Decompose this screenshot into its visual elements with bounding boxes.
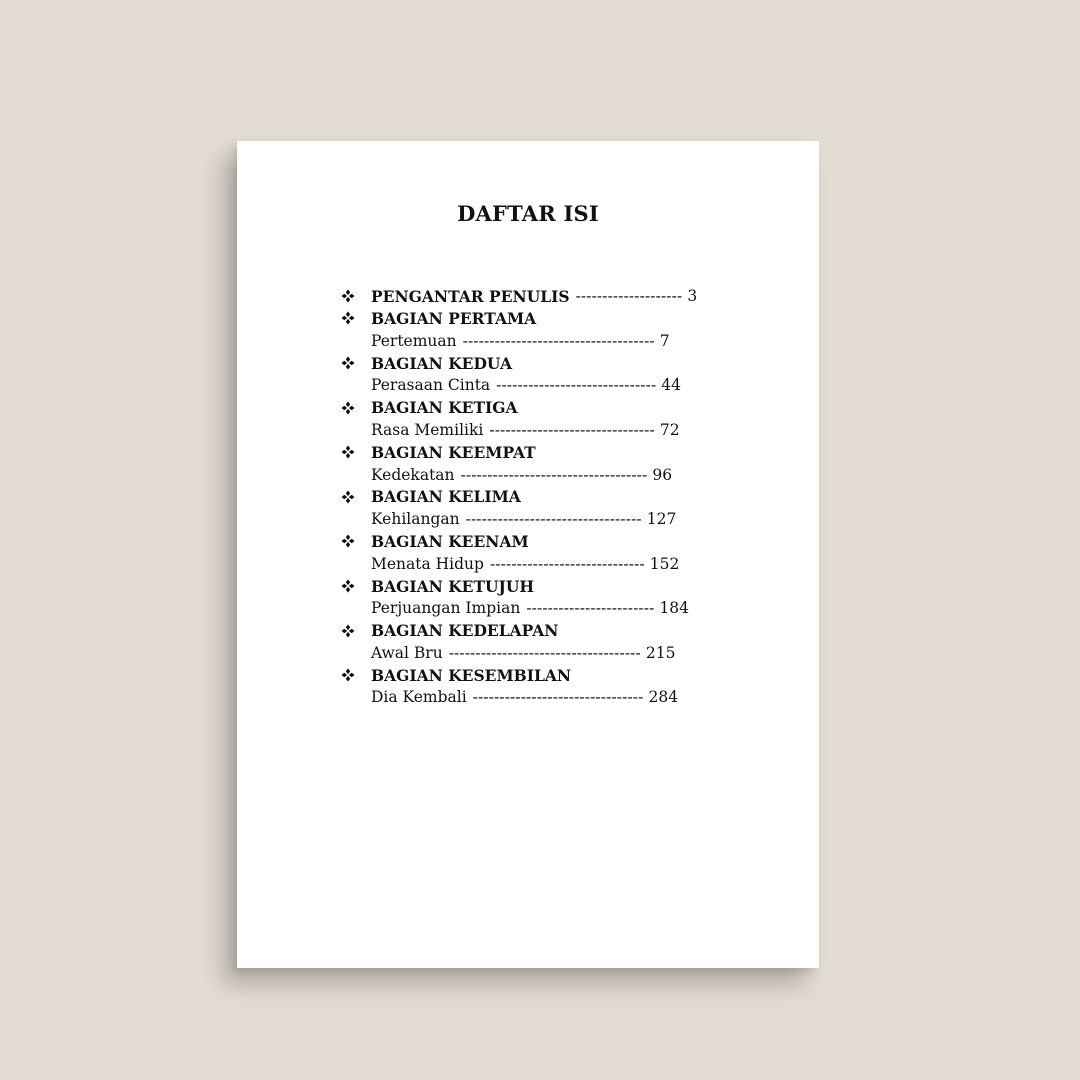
toc-page-number: 3 — [687, 287, 698, 306]
toc-page-number: 284 — [648, 688, 679, 707]
toc-leader: -------------------------------- — [472, 688, 644, 707]
four-diamond-bullet-icon — [339, 624, 371, 638]
toc-page-number: 7 — [659, 331, 670, 350]
toc-subtitle-row — [339, 463, 779, 485]
toc-subtitle-row — [339, 508, 779, 530]
toc-leader: ------------------------------------ — [448, 643, 641, 662]
toc-chapter-title: Kedekatan — [371, 465, 455, 484]
toc-heading: BAGIAN KESEMBILAN — [371, 665, 572, 685]
toc-heading-row — [339, 396, 779, 418]
toc-subtitle-row — [339, 686, 779, 708]
four-diamond-bullet-icon — [339, 311, 371, 325]
toc-subtitle-row — [339, 419, 779, 441]
toc-chapter-title: Dia Kembali — [371, 688, 467, 707]
toc-heading-row — [339, 307, 779, 329]
toc-heading: BAGIAN KEENAM — [371, 531, 529, 551]
toc-page-number: 127 — [646, 510, 677, 529]
toc-chapter-title: Kehilangan — [371, 510, 460, 529]
toc-heading: PENGANTAR PENULIS — [371, 286, 570, 306]
four-diamond-bullet-icon — [339, 356, 371, 370]
toc-leader: ------------------------------------ — [462, 331, 655, 350]
toc-heading-row — [339, 619, 779, 641]
toc-page-number: 152 — [649, 554, 680, 573]
toc-chapter-title: Pertemuan — [371, 331, 457, 350]
toc-heading-row — [339, 285, 779, 307]
toc-heading-row — [339, 352, 779, 374]
toc-page-number: 184 — [659, 599, 690, 618]
toc-heading-row — [339, 441, 779, 463]
four-diamond-bullet-icon — [339, 289, 371, 303]
toc-leader: ----------------------------------- — [460, 465, 648, 484]
toc-leader: ----------------------------- — [489, 554, 645, 573]
toc-heading: BAGIAN PERTAMA — [371, 308, 537, 328]
toc-leader: ------------------------------ — [496, 376, 657, 395]
four-diamond-bullet-icon — [339, 668, 371, 682]
toc-leader: --------------------------------- — [465, 510, 642, 529]
toc-subtitle-row — [339, 597, 779, 619]
toc-subtitle-row — [339, 330, 779, 352]
toc-heading: BAGIAN KEDUA — [371, 353, 512, 373]
four-diamond-bullet-icon — [339, 579, 371, 593]
toc-leader: ------------------------------- — [489, 420, 655, 439]
four-diamond-bullet-icon — [339, 490, 371, 504]
four-diamond-bullet-icon — [339, 534, 371, 548]
four-diamond-bullet-icon — [339, 401, 371, 415]
toc-heading-row — [339, 575, 779, 597]
toc-page-number: 215 — [645, 643, 676, 662]
toc-page-number: 96 — [652, 465, 673, 484]
toc-page-number: 72 — [659, 420, 680, 439]
toc-heading: BAGIAN KEEMPAT — [371, 442, 536, 462]
table-of-contents — [339, 285, 779, 709]
toc-chapter-title: Rasa Memiliki — [371, 420, 484, 439]
toc-heading: BAGIAN KETIGA — [371, 398, 518, 418]
toc-subtitle-row — [339, 642, 779, 664]
page-title: DAFTAR ISI — [457, 201, 599, 226]
toc-subtitle-row — [339, 374, 779, 396]
toc-heading-row — [339, 664, 779, 686]
toc-page-number: 44 — [661, 376, 682, 395]
toc-chapter-title: Perasaan Cinta — [371, 376, 491, 395]
toc-chapter-title: Awal Bru — [371, 643, 443, 662]
toc-leader: -------------------- — [575, 287, 683, 306]
toc-subtitle-row — [339, 553, 779, 575]
toc-heading-row — [339, 486, 779, 508]
toc-chapter-title: Perjuangan Impian — [371, 599, 521, 618]
toc-chapter-title: Menata Hidup — [371, 554, 484, 573]
toc-heading: BAGIAN KELIMA — [371, 487, 521, 507]
document-page — [237, 141, 819, 968]
toc-heading-row — [339, 530, 779, 552]
four-diamond-bullet-icon — [339, 445, 371, 459]
toc-heading: BAGIAN KEDELAPAN — [371, 621, 559, 641]
toc-leader: ------------------------ — [526, 599, 655, 618]
toc-heading: BAGIAN KETUJUH — [371, 576, 535, 596]
